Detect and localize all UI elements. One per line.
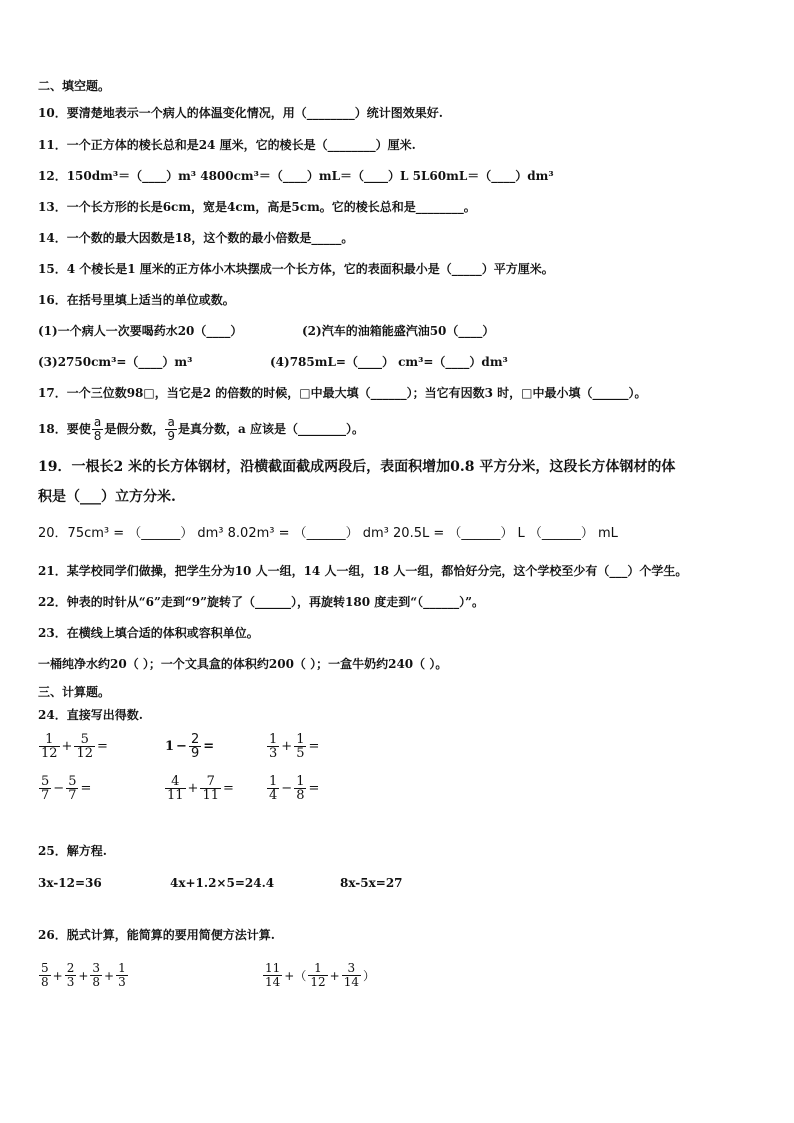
fraction: $\frac{5}{8}$ (41, 961, 49, 989)
question-17: 17．一个三位数98□，当它是2 的倍数的时候，□中最大填（______）；当它有因数3 时，□中最小填（______）。 (38, 386, 647, 400)
fraction: $\frac{5}{7}$ (68, 774, 77, 803)
question-11: 11．一个正方体的棱长总和是24 厘米，它的棱长是（________）厘米. (38, 138, 416, 152)
question-18 (38, 414, 364, 444)
fraction: $\frac{2}{9}$ (190, 732, 200, 761)
fraction-a-over-8: $\frac{a}{8}$ (93, 415, 102, 443)
question-20: 20．75cm³ = （______） dm³ 8.02m³ = （______） dm³ 20.5L = （______） L （______） mL (38, 526, 618, 541)
fraction-a-over-9: $\frac{a}{9}$ (167, 415, 175, 443)
fraction: $\frac{1}{8}$ (296, 774, 305, 803)
section-fill-heading: 二、填空题。 (38, 79, 111, 93)
question-16-part-3: (3)2750cm³=（____）m³ (38, 355, 193, 369)
fraction: $\frac{1}{4}$ (269, 774, 278, 803)
question-14: 14．一个数的最大因数是18，这个数的最小倍数是_____。 (38, 231, 354, 245)
question-16-part-1: (1)一个病人一次要喝药水20（____） (38, 324, 243, 338)
fraction: $\frac{5}{12}$ (76, 732, 93, 761)
fraction: $\frac{7}{11}$ (202, 774, 219, 803)
question-18-mid: 是假分数， (104, 422, 165, 436)
question-13: 13．一个长方形的长是6cm，宽是4cm，高是5cm。它的棱长总和是________。 (38, 200, 476, 214)
question-15: 15．4 个棱长是1 厘米的正方体小木块摆成一个长方体，它的表面积最小是（_____）平方厘米。 (38, 262, 554, 276)
step-calc-2: $\frac{11}{14}$ +（ $\frac{1}{12}$ + $\frac{3}{14}$ ） (265, 961, 375, 989)
question-18-pre: 18．要使 (38, 422, 91, 436)
question-18-post: 是真分数，a 应该是（________）。 (178, 422, 364, 436)
step-calc-1: $\frac{5}{8}$ + $\frac{2}{3}$ + $\frac{3}{8}$ + $\frac{1}{3}$ (41, 961, 126, 989)
question-23-body: 一桶纯净水约20（ ）；一个文具盒的体积约200（ ）；一盒牛奶约240（ ）。 (38, 657, 448, 671)
fraction: $\frac{1}{5}$ (296, 732, 305, 761)
question-24-title: 24．直接写出得数. (38, 708, 143, 722)
equation-1: 3x-12=36 (38, 876, 102, 890)
section-calc-heading: 三、计算题。 (38, 685, 111, 699)
mental-calc-1: $\frac{1}{12}$ + $\frac{5}{12}$ = (41, 732, 108, 761)
question-10: 10．要清楚地表示一个病人的体温变化情况，用（________）统计图效果好. (38, 106, 443, 120)
fraction: $\frac{3}{8}$ (92, 961, 101, 989)
mental-calc-2: 1 − $\frac{2}{9}$ = (165, 732, 215, 761)
fraction: $\frac{1}{3}$ (269, 732, 278, 761)
question-16-part-2: (2)汽车的油箱能盛汽油50（____） (302, 324, 495, 338)
fraction: $\frac{5}{7}$ (41, 774, 50, 803)
fraction: $\frac{2}{3}$ (66, 961, 75, 989)
question-26-title: 26．脱式计算，能简算的要用简便方法计算. (38, 928, 275, 942)
fraction: $\frac{1}{12}$ (41, 732, 58, 761)
fraction: $\frac{1}{12}$ (310, 961, 326, 989)
question-16-part-4: (4)785mL=（____） cm³=（____）dm³ (270, 355, 508, 369)
question-16-title: 16．在括号里填上适当的单位或数。 (38, 293, 235, 307)
question-21: 21．某学校同学们做操，把学生分为10 人一组，14 人一组，18 人一组，都恰好分完，这个学校至少有（___）个学生。 (38, 564, 688, 578)
question-23-title: 23．在横线上填合适的体积或容积单位。 (38, 626, 259, 640)
equation-3: 8x-5x=27 (340, 876, 403, 890)
fraction: $\frac{11}{14}$ (265, 961, 281, 989)
question-12: 12．150dm³＝（____）m³ 4800cm³＝（____）mL＝（____）L 5L60mL＝（____）dm³ (38, 169, 554, 183)
mental-calc-5: $\frac{4}{11}$ + $\frac{7}{11}$ = (167, 774, 234, 803)
equation-2: 4x+1.2×5=24.4 (170, 876, 275, 890)
question-19-line-1: 19．一根长2 米的长方体钢材，沿横截面截成两段后，表面积增加0.8 平方分米，这段长方体钢材的体 (38, 459, 676, 475)
question-25-title: 25．解方程. (38, 844, 107, 858)
question-22: 22．钟表的时针从“6”走到“9”旋转了（______），再旋转180 度走到“（______）”。 (38, 595, 485, 609)
fraction: $\frac{1}{3}$ (118, 961, 126, 989)
fraction: $\frac{4}{11}$ (167, 774, 184, 803)
fraction: $\frac{3}{14}$ (343, 961, 359, 989)
mental-calc-6: $\frac{1}{4}$ − $\frac{1}{8}$ = (269, 774, 320, 803)
mental-calc-3: $\frac{1}{3}$ + $\frac{1}{5}$ = (269, 732, 320, 761)
mental-calc-4: $\frac{5}{7}$ − $\frac{5}{7}$ = (41, 774, 92, 803)
question-19-line-2: 积是（___）立方分米. (38, 489, 176, 505)
